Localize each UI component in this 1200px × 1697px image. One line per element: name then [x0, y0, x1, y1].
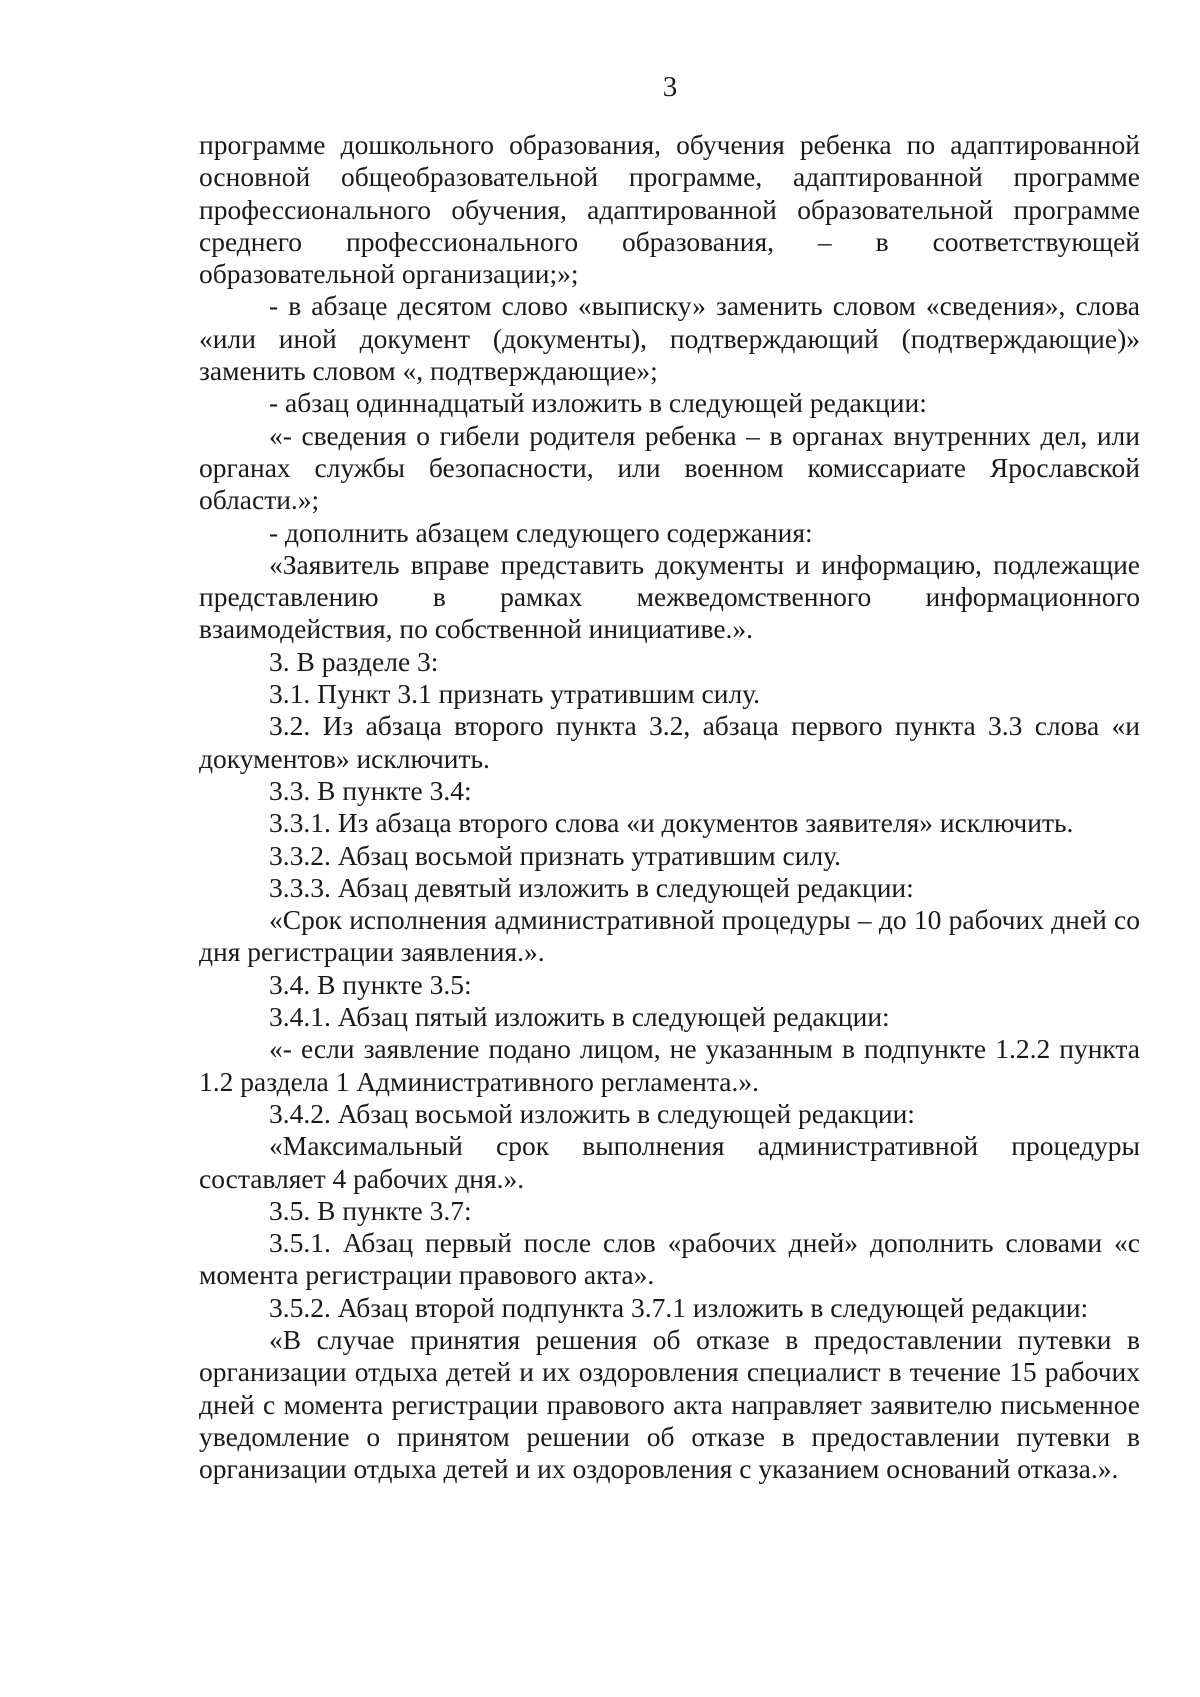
paragraph: 3.5.1. Абзац первый после слов «рабочих дней» дополнить словами «с момента регистрации правового акта».: [199, 1227, 1140, 1291]
paragraph: 3.4.2. Абзац восьмой изложить в следующей редакции:: [269, 1097, 915, 1129]
paragraph: 3.1. Пункт 3.1 признать утратившим силу.: [269, 678, 761, 710]
paragraph: «Максимальный срок выполнения административной процедуры составляет 4 рабочих дня.».: [199, 1130, 1140, 1194]
paragraph: 3.4.1. Абзац пятый изложить в следующей редакции:: [269, 1001, 890, 1033]
paragraph: 3.3.2. Абзац восьмой признать утратившим силу.: [269, 839, 842, 871]
paragraph: «В случае принятия решения об отказе в предоставлении путевки в организации отдыха детей и их оздоровления специалист в течение 15 рабочих дней с момента регистрации правового акта направляет заявителю письменное уведомление о принятом решении об отказе в предоставлении путевки в организации отдыха детей и их оздоровления с указанием оснований отказа.».: [199, 1323, 1140, 1485]
paragraph: программе дошкольного образования, обучения ребенка по адаптированной основной общеобразовательной программе, адаптированной программе профессионального обучения, адаптированной образовательной программе среднего профессионального образования, – в соответствующей образовательной организации;»;: [199, 129, 1140, 290]
paragraph: 3.5.2. Абзац второй подпункта 3.7.1 изложить в следующей редакции:: [269, 1291, 1089, 1323]
paragraph: 3.5. В пункте 3.7:: [269, 1194, 472, 1226]
paragraph: 3.4. В пункте 3.5:: [269, 968, 472, 1000]
paragraph: «Заявитель вправе представить документы и информацию, подлежащие представлению в рамках межведомственного информационного взаимодействия, по собственной инициативе.».: [199, 548, 1140, 645]
paragraph: - абзац одиннадцатый изложить в следующей редакции:: [269, 387, 927, 419]
paragraph: 3.3.1. Из абзаца второго слова «и документов заявителя» исключить.: [269, 807, 1074, 839]
paragraph: «Срок исполнения административной процедуры – до 10 рабочих дней со дня регистрации заявления.».: [199, 904, 1140, 968]
paragraph: 3.3. В пункте 3.4:: [269, 774, 472, 806]
paragraph: - дополнить абзацем следующего содержания:: [269, 516, 813, 548]
paragraph: «- сведения о гибели родителя ребенка – в органах внутренних дел, или органах службы безопасности, или военном комиссариате Ярославской области.»;: [199, 419, 1140, 516]
paragraph: 3.3.3. Абзац девятый изложить в следующей редакции:: [269, 871, 914, 903]
paragraph: 3.2. Из абзаца второго пункта 3.2, абзаца первого пункта 3.3 слова «и документов» исключить.: [199, 710, 1140, 774]
document-body: [199, 129, 1140, 1485]
page-number: 3: [662, 71, 678, 103]
paragraph: 3. В разделе 3:: [269, 645, 439, 677]
paragraph: «- если заявление подано лицом, не указанным в подпункте 1.2.2 пункта 1.2 раздела 1 Административного регламента.».: [199, 1033, 1140, 1097]
paragraph: - в абзаце десятом слово «выписку» заменить словом «сведения», слова «или иной документ (документы), подтверждающий (подтверждающие)» заменить словом «, подтверждающие»;: [199, 290, 1140, 387]
